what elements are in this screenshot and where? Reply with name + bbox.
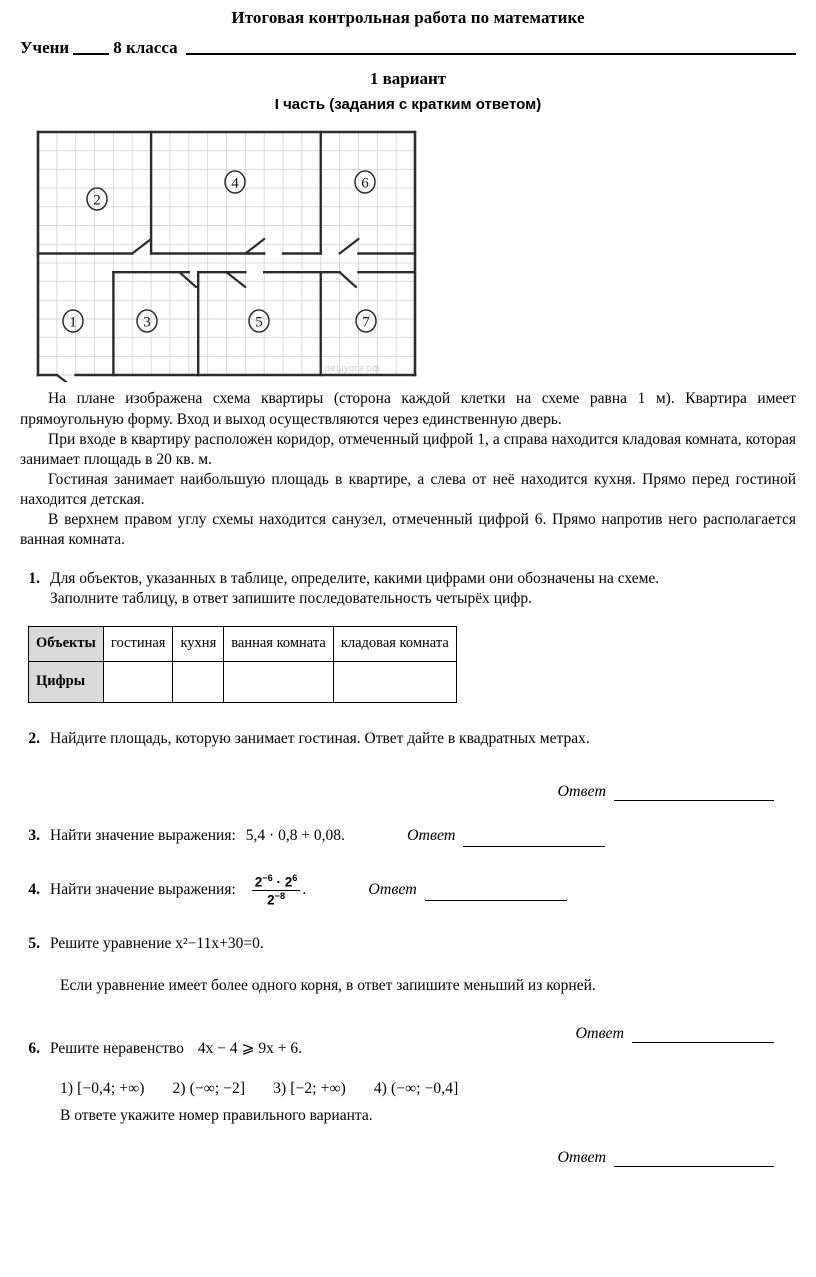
task-2-answer-label: Ответ	[557, 783, 606, 801]
task-4-expression	[250, 873, 306, 908]
apartment-floor-plan-svg	[34, 127, 434, 382]
description-paragraph-3: Гостиная занимает наибольшую площадь в квартире, а слева от неё находится кухня. Прямо перед гостиной находится детская.	[20, 470, 796, 509]
task-3-answer-row	[407, 825, 606, 846]
student-name-line	[20, 38, 796, 58]
task-6-option-2[interactable]: 2) (−∞; −2]	[172, 1080, 246, 1098]
svg-text:7: 7	[362, 314, 370, 331]
task-2-answer-blank[interactable]	[614, 785, 774, 801]
room-marker-4	[225, 171, 245, 193]
room-marker-1	[63, 310, 83, 332]
part-label: I часть (задания с кратким ответом)	[274, 96, 542, 114]
task-3-expression: 5,4 · 0,8 + 0,08.	[245, 826, 345, 844]
task-6-answer-label: Ответ	[557, 1148, 606, 1166]
room-marker-5	[249, 310, 269, 332]
task-5-number: 5.	[28, 934, 40, 952]
room-marker-2	[87, 188, 107, 210]
task-1-line-2: Заполните таблицу, в ответ запишите последовательность четырёх цифр.	[50, 590, 532, 608]
task-6-inequality: 4x − 4 ⩾ 9x + 6.	[197, 1039, 302, 1057]
watermark: решуогэ рф	[325, 363, 381, 374]
plan-room-markers	[63, 171, 376, 332]
description-paragraph-2: При входе в квартиру расположен коридор, отмеченный цифрой 1, а справа находится кладовая комната, которая занимает площадь в 20 кв. м.	[20, 430, 796, 468]
student-ending-blank[interactable]	[73, 41, 109, 55]
task-3-answer-label: Ответ	[406, 827, 456, 845]
task-5	[20, 934, 796, 955]
description-paragraph-1: На плане изображена схема квартиры (сторона каждой клетки на схеме равна 1 м). Квартира имеет прямоугольную форму. Вход и выход осуществляются через единственную дверь.	[20, 390, 796, 428]
task-4-text: Найти значение выражения:	[50, 880, 236, 898]
table-row-digits	[29, 661, 457, 702]
task-5-note: Если уравнение имеет более одного корня, в ответ запишите меньший из корней.	[60, 977, 596, 995]
table-cell-object-1: кухня	[173, 626, 224, 661]
task-4-answer-label: Ответ	[368, 881, 417, 899]
task-2	[20, 729, 796, 750]
svg-text:1: 1	[69, 314, 77, 331]
task-3-number: 3.	[28, 826, 40, 844]
task-1	[20, 569, 796, 610]
description-paragraph-4: В верхнем правом углу схемы находится санузел, отмеченный цифрой 6. Прямо напротив него располагается ванная комната.	[20, 511, 796, 549]
student-class-label: 8 класса	[113, 38, 178, 58]
floor-plan-figure	[20, 127, 796, 389]
task-6-number: 6.	[28, 1039, 40, 1057]
svg-text:5: 5	[255, 314, 263, 331]
table-cell-digit-1[interactable]	[173, 661, 224, 702]
svg-text:6: 6	[361, 175, 369, 192]
task-4-answer-row	[368, 879, 567, 900]
task-1-number: 1.	[28, 569, 40, 587]
room-marker-3	[137, 310, 157, 332]
objects-table	[28, 626, 457, 703]
task-5-answer-label: Ответ	[575, 1024, 624, 1042]
task-4-number: 4.	[28, 880, 40, 898]
task-4-fraction	[252, 873, 301, 908]
task-1-line-1: Для объектов, указанных в таблице, определите, какими цифрами они обозначены на схеме.	[50, 569, 660, 587]
table-cell-object-2: ванная комната	[224, 626, 334, 661]
task-6-option-3[interactable]: 3) [−2; +∞)	[273, 1080, 346, 1098]
task-6-answer-blank[interactable]	[614, 1151, 774, 1167]
table-cell-object-0: гостиная	[103, 626, 173, 661]
task-2-number: 2.	[28, 729, 40, 747]
task-6	[20, 1039, 796, 1060]
table-cell-digit-2[interactable]	[224, 661, 334, 702]
task-2-answer-row	[20, 783, 796, 801]
fraction-numerator: $2^{-6} \cdot 2^6$	[254, 872, 298, 890]
task-6-answer-row	[20, 1149, 796, 1167]
table-cell-digit-3[interactable]	[333, 661, 456, 702]
task-6-option-4[interactable]: 4) (−∞; −0,4]	[373, 1080, 459, 1098]
table-header-objects: Объекты	[29, 626, 104, 661]
task-4-answer-blank[interactable]	[425, 885, 567, 901]
svg-text:4: 4	[231, 175, 239, 192]
task-5-text: Решите уравнение x²−11x+30=0.	[50, 934, 264, 952]
task-6-options	[60, 1079, 796, 1100]
task-2-text: Найдите площадь, которую занимает гостиная. Ответ дайте в квадратных метрах.	[50, 729, 590, 747]
table-cell-object-3: кладовая комната	[333, 626, 456, 661]
student-label-prefix: Учени	[20, 38, 70, 58]
task-4-period: .	[302, 880, 307, 898]
task-3	[20, 825, 796, 846]
fraction-denominator: $2^{-8}$	[252, 890, 301, 908]
svg-text:3: 3	[143, 314, 151, 331]
task-3-text: Найти значение выражения:	[50, 826, 236, 844]
svg-text:2: 2	[93, 192, 101, 209]
table-header-digits: Цифры	[29, 661, 104, 702]
student-name-blank[interactable]	[186, 41, 796, 55]
page-title: Итоговая контрольная работа по математике	[231, 8, 585, 27]
room-marker-7	[356, 310, 376, 332]
task-6-text: Решите неравенство	[50, 1039, 184, 1057]
table-cell-digit-0[interactable]	[103, 661, 173, 702]
task-4	[20, 873, 796, 908]
variant-label: 1 вариант	[369, 69, 447, 89]
task-6-option-1[interactable]: 1) [−0,4; +∞)	[60, 1080, 145, 1098]
table-row-objects	[29, 626, 457, 661]
task-6-note: В ответе укажите номер правильного варианта.	[60, 1107, 373, 1125]
task-3-answer-blank[interactable]	[463, 831, 605, 847]
